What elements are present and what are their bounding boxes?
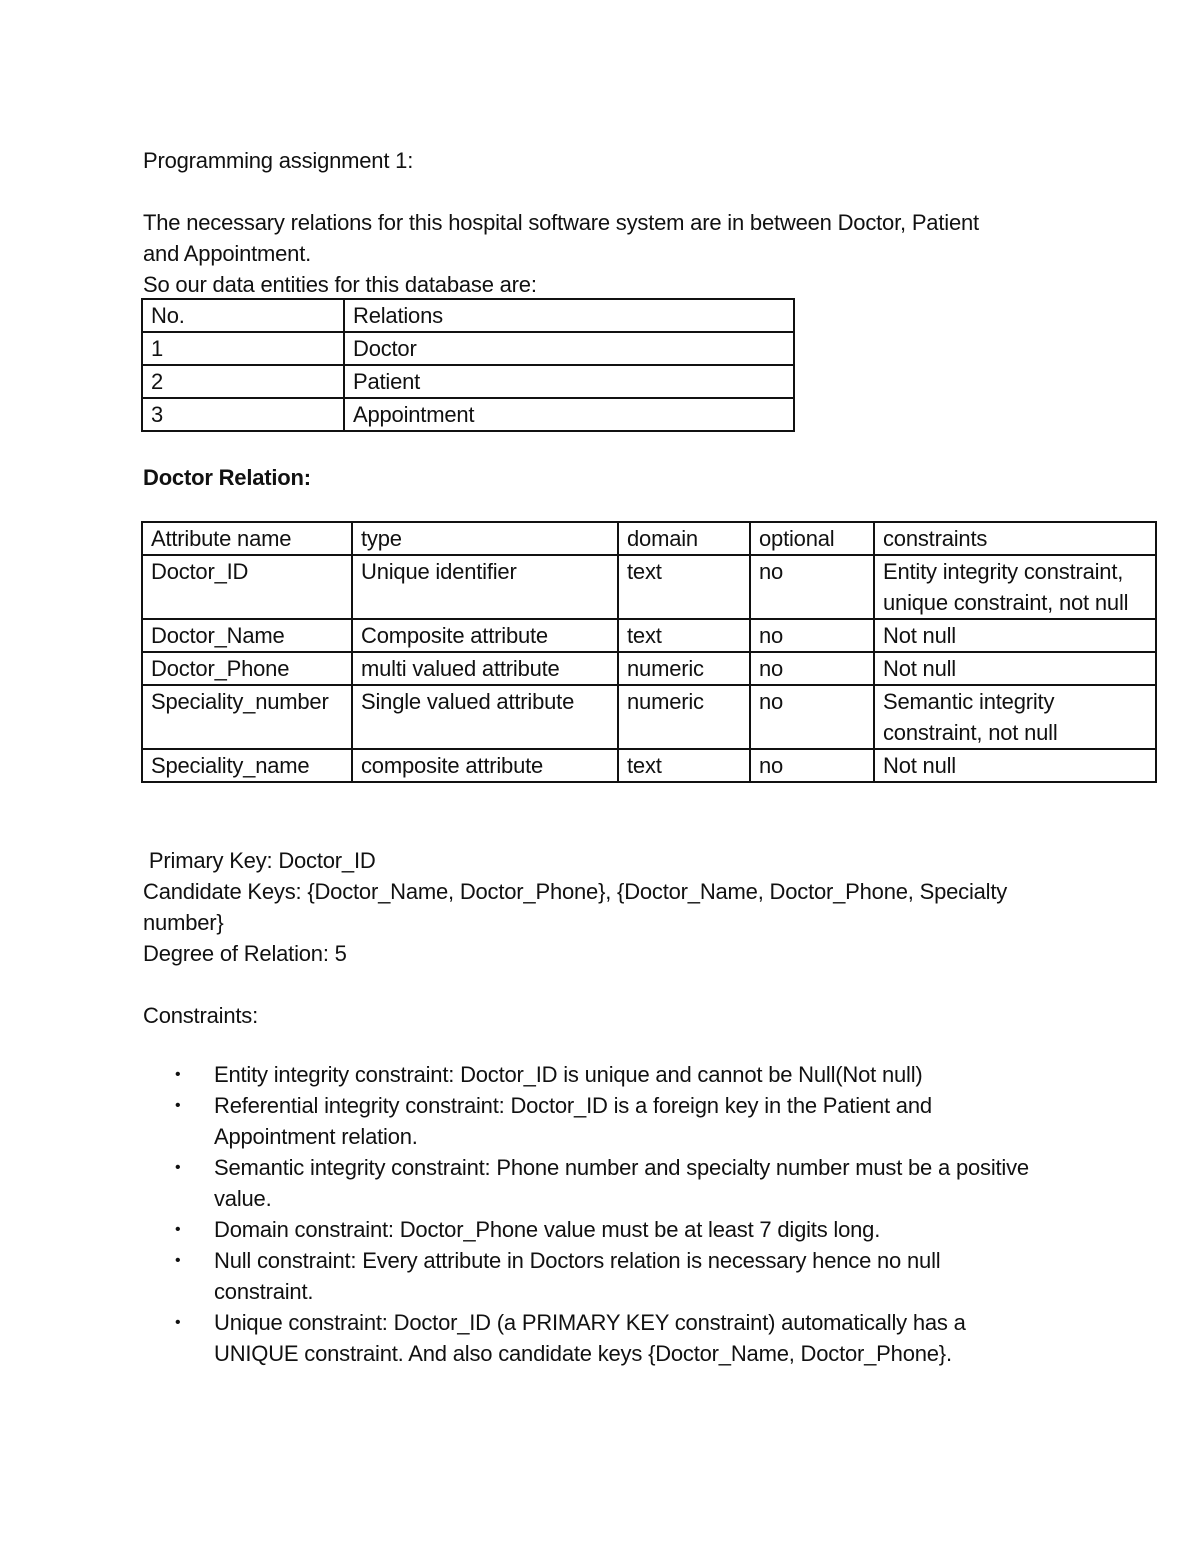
- table-cell: Doctor_Name: [142, 619, 352, 652]
- table-cell: Doctor: [344, 332, 794, 365]
- table-cell: Entity integrity constraint, unique constraint, not null: [874, 555, 1156, 619]
- bullet-icon: •: [175, 1252, 181, 1269]
- table-cell: 1: [142, 332, 344, 365]
- constraint-text: Semantic integrity constraint: Phone number and specialty number must be a positive value.: [214, 1155, 1029, 1211]
- list-item: [143, 1152, 1043, 1214]
- table-cell: multi valued attribute: [352, 652, 618, 685]
- table-cell: Single valued attribute: [352, 685, 618, 749]
- table-header-cell: constraints: [874, 522, 1156, 555]
- constraints-list: [143, 1059, 1043, 1369]
- table-header-cell: No.: [142, 299, 344, 332]
- bullet-icon: •: [175, 1159, 181, 1176]
- table-header-row: [142, 522, 1156, 555]
- table-row: [142, 332, 794, 365]
- table-row: [142, 652, 1156, 685]
- list-item: [143, 1090, 1043, 1152]
- table-cell: numeric: [618, 685, 750, 749]
- table-row: [142, 619, 1156, 652]
- table-cell: 2: [142, 365, 344, 398]
- list-item: [143, 1059, 1043, 1090]
- table-header-cell: Attribute name: [142, 522, 352, 555]
- constraint-text: Null constraint: Every attribute in Doctors relation is necessary hence no null constraint.: [214, 1248, 941, 1304]
- table-row: [142, 398, 794, 431]
- table-cell: Unique identifier: [352, 555, 618, 619]
- table-cell: composite attribute: [352, 749, 618, 782]
- table-cell: Not null: [874, 749, 1156, 782]
- candidate-keys-text-line-2: number}: [143, 910, 224, 935]
- intro-text-line-1: The necessary relations for this hospital software system are in between Doctor, Patient: [143, 210, 979, 235]
- table-cell: Not null: [874, 652, 1156, 685]
- constraint-text: Domain constraint: Doctor_Phone value must be at least 7 digits long.: [214, 1217, 881, 1242]
- list-item: [143, 1307, 1043, 1369]
- degree-of-relation-text: Degree of Relation: 5: [143, 941, 347, 966]
- bullet-icon: •: [175, 1314, 181, 1331]
- constraint-text: Referential integrity constraint: Doctor_ID is a foreign key in the Patient and Appointment relation.: [214, 1093, 932, 1149]
- table-cell: Semantic integrity constraint, not null: [874, 685, 1156, 749]
- table-header-cell: optional: [750, 522, 874, 555]
- doctor-relation-heading: Doctor Relation:: [143, 465, 311, 490]
- table-cell: Appointment: [344, 398, 794, 431]
- intro-text-line-2: and Appointment.: [143, 241, 312, 266]
- table-cell: text: [618, 555, 750, 619]
- table-header-cell: Relations: [344, 299, 794, 332]
- table-cell: no: [750, 619, 874, 652]
- table-cell: Doctor_Phone: [142, 652, 352, 685]
- bullet-icon: •: [175, 1066, 181, 1083]
- table-cell: Speciality_number: [142, 685, 352, 749]
- table-row: [142, 749, 1156, 782]
- table-cell: no: [750, 685, 874, 749]
- table-header-row: [142, 299, 794, 332]
- table-cell: no: [750, 749, 874, 782]
- relations-table: [141, 298, 795, 432]
- table-row: [142, 555, 1156, 619]
- intro-text-line-3: So our data entities for this database are:: [143, 272, 537, 297]
- table-row: [142, 685, 1156, 749]
- table-cell: Not null: [874, 619, 1156, 652]
- bullet-icon: •: [175, 1221, 181, 1238]
- primary-key-text: Primary Key: Doctor_ID: [143, 848, 376, 873]
- table-cell: text: [618, 619, 750, 652]
- table-cell: Doctor_ID: [142, 555, 352, 619]
- table-cell: 3: [142, 398, 344, 431]
- constraints-heading: Constraints:: [143, 1003, 258, 1028]
- table-cell: Composite attribute: [352, 619, 618, 652]
- bullet-icon: •: [175, 1097, 181, 1114]
- table-header-cell: type: [352, 522, 618, 555]
- candidate-keys-text-line-1: Candidate Keys: {Doctor_Name, Doctor_Phone}, {Doctor_Name, Doctor_Phone, Specialty: [143, 879, 1008, 904]
- list-item: [143, 1214, 1043, 1245]
- table-cell: text: [618, 749, 750, 782]
- table-cell: Patient: [344, 365, 794, 398]
- document-title: Programming assignment 1:: [143, 148, 414, 173]
- table-cell: no: [750, 652, 874, 685]
- doctor-relation-table: [141, 521, 1157, 783]
- table-cell: no: [750, 555, 874, 619]
- constraint-text: Entity integrity constraint: Doctor_ID is unique and cannot be Null(Not null): [214, 1062, 923, 1087]
- table-row: [142, 365, 794, 398]
- table-cell: Speciality_name: [142, 749, 352, 782]
- table-header-cell: domain: [618, 522, 750, 555]
- table-cell: numeric: [618, 652, 750, 685]
- constraint-text: Unique constraint: Doctor_ID (a PRIMARY KEY constraint) automatically has a UNIQUE constraint. And also candidate keys {Doctor_Name, Doctor_Phone}.: [214, 1310, 966, 1366]
- list-item: [143, 1245, 1043, 1307]
